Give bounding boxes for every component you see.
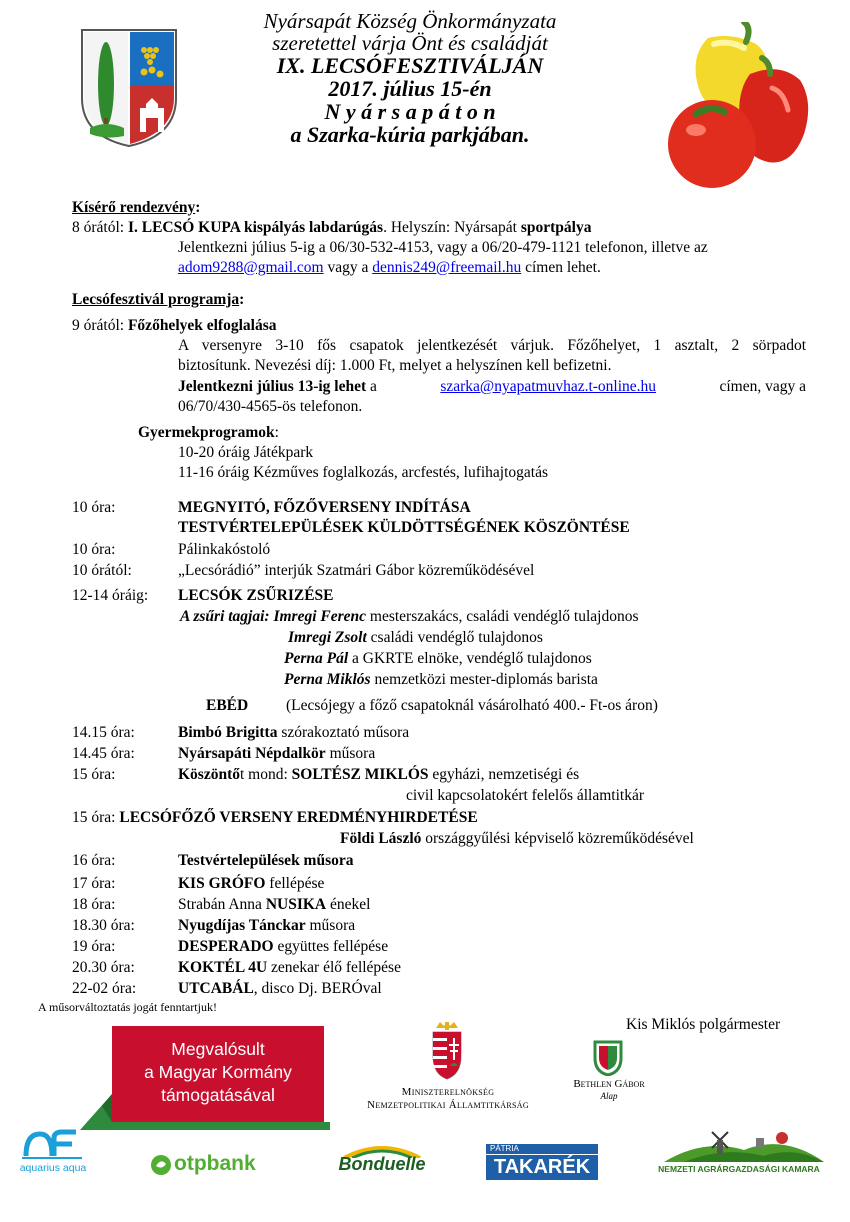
side-event-contacts: adom9288@gmail.com vagy a dennis249@freemail.hu címen lehet.: [178, 259, 601, 276]
schedule-text: KIS GRÓFO fellépése: [178, 875, 325, 892]
otp-leaf-icon: [150, 1154, 172, 1176]
results-row: 15 óra: LECSÓFŐZŐ VERSENY EREDMÉNYHIRDETÉSE: [72, 809, 478, 826]
schedule-time: 18 óra:: [72, 896, 116, 913]
schedule-text: Köszöntőt mond: SOLTÉSZ MIKLÓS egyházi, nemzetiségi és: [178, 766, 580, 783]
schedule-time: 20.30 óra:: [72, 959, 135, 976]
schedule-text: KOKTÉL 4U zenekar élő fellépése: [178, 959, 401, 976]
banner-line: Megvalósult: [171, 1039, 265, 1059]
schedule-text: civil kapcsolatokért felelős államtitkár: [406, 787, 645, 804]
coat-of-arms-emblem: [80, 28, 178, 148]
jury-title: LECSÓK ZSŰRIZÉSE: [178, 587, 334, 604]
schedule-text: „Lecsórádió” interjúk Szatmári Gábor közreműködésével: [178, 562, 535, 579]
side-event-row: 8 órától: I. LECSÓ KUPA kispályás labdarúgás. Helyszín: Nyársapát sportpálya: [72, 219, 592, 236]
schedule-time: 16 óra:: [72, 852, 116, 869]
email-link-adom[interactable]: adom9288@gmail.com: [178, 259, 324, 276]
header-organizer: Nyársapát Község Önkormányzata: [263, 9, 557, 33]
bethlen-gabor-text: Bethlen Gábor Alap: [573, 1078, 645, 1101]
hungarian-coat-of-arms-icon: [430, 1022, 464, 1080]
disclaimer: A műsorváltoztatás jogát fenntartjuk!: [38, 1000, 217, 1014]
schedule-time: 10 órától:: [72, 562, 132, 579]
schedule-text: Bimbó Brigitta szórakoztató műsora: [178, 724, 410, 741]
cooking-rules-1: A versenyre 3-10 fős csapatok jelentkezését várjuk. Főzőhelyet, 1 asztalt, 2 sörpadot: [178, 337, 806, 354]
schedule-time: 18.30 óra:: [72, 917, 135, 934]
cooking-phone: 06/70/430-4565-ös telefonon.: [178, 398, 363, 415]
kids-item: 11-16 óráig Kézműves foglalkozás, arcfestés, lufihajtogatás: [178, 464, 549, 481]
schedule-text: UTCABÁL, disco Dj. BERÓval: [178, 980, 382, 997]
opening-title: MEGNYITÓ, FŐZŐVERSENY INDÍTÁSA: [178, 499, 471, 516]
cooking-rules-2: biztosítunk. Nevezési díj: 1.000 Ft, melyet a helyszínen kell befizetni.: [178, 357, 612, 374]
patria-takarek-logo: PÁTRIA TAKARÉK: [486, 1144, 598, 1180]
header-place: N y á r s a p á t o n: [324, 99, 496, 124]
mayor-signature: Kis Miklós polgármester: [626, 1016, 781, 1033]
kids-item: 10-20 óráig Játékpark: [178, 444, 314, 461]
schedule-text: Nyársapáti Népdalkör műsora: [178, 745, 376, 762]
side-event-heading: Kísérő rendezvény:: [72, 199, 201, 216]
lunch-text: (Lecsójegy a főző csapatoknál vásárolható 400.- Ft-os áron): [286, 697, 658, 714]
schedule-time: 15 óra:: [72, 766, 116, 783]
schedule-text: DESPERADO együttes fellépése: [178, 938, 389, 955]
schedule-time: 14.45 óra:: [72, 745, 135, 762]
schedule-time: 10 óra:: [72, 499, 116, 516]
bethlen-gabor-emblem-icon: [593, 1040, 623, 1076]
schedule-text: Nyugdíjas Tánckar műsora: [178, 917, 356, 934]
lunch-title: EBÉD: [206, 697, 249, 714]
kids-heading: Gyermekprogramok:: [138, 424, 279, 441]
schedule-time: 14.15 óra:: [72, 724, 135, 741]
schedule-time: 19 óra:: [72, 938, 116, 955]
schedule-time: 22-02 óra:: [72, 980, 137, 997]
banner-green-stripe: [80, 1054, 330, 1130]
email-link-szarka[interactable]: szarka@nyapatmuvhaz.t-online.hu: [440, 378, 657, 395]
nak-logo: NEMZETI AGRÁRGAZDASÁGI KAMARA: [644, 1124, 834, 1176]
aquarius-wave-icon: [22, 1128, 82, 1160]
jury-member: Perna Miklós nemzetközi mester-diplomás barista: [284, 671, 598, 688]
opening-title: TESTVÉRTELEPÜLÉSEK KÜLDÖTTSÉGÉNEK KÖSZÖNTÉSE: [178, 519, 630, 536]
aquarius-aqua-logo: aquarius aqua: [16, 1128, 90, 1178]
jury-member: Perna Pál a GKRTE elnöke, vendéglő tulajdonos: [284, 650, 592, 667]
schedule-text: Testvértelepülések műsora: [178, 852, 354, 869]
header-invitation: szeretettel várja Önt és családját: [272, 31, 548, 55]
schedule-time: 10 óra:: [72, 541, 116, 558]
program-row-9: 9 órától: Főzőhelyek elfoglalása: [72, 317, 277, 334]
peppers-tomato-image: [652, 22, 812, 190]
side-event-signup: Jelentkezni július 5-ig a 06/30-532-4153, vagy a 06/20-479-1121 telefonon, illetve az: [178, 239, 708, 256]
header-festival-title: IX. LECSÓFESZTIVÁLJÁN: [276, 53, 544, 78]
bonduelle-logo: Bonduelle: [332, 1144, 432, 1180]
schedule-time: 17 óra:: [72, 875, 116, 892]
banner-line: a Magyar Kormány: [144, 1062, 292, 1082]
schedule-text: Strabán Anna NUSIKA énekel: [178, 896, 371, 913]
results-host: Földi László országgyűlési képviselő közreműködésével: [340, 830, 694, 847]
schedule-time: 12-14 óráig:: [72, 587, 149, 604]
program-heading: Lecsófesztivál programja:: [72, 291, 245, 308]
jury-member: A zsűri tagjai: Imregi Ferenc mesterszakács, családi vendéglő tulajdonos: [180, 608, 639, 625]
windmill-hills-icon: [664, 1124, 824, 1162]
banner-line: támogatásával: [161, 1085, 275, 1105]
jury-member: Imregi Zsolt családi vendéglő tulajdonos: [288, 629, 543, 646]
cooking-signup: Jelentkezni július 13-ig lehet a szarka@nyapatmuvhaz.t-online.hu címen, vagy a: [178, 378, 806, 395]
ministry-text: Miniszterelnökség Nemzetpolitikai Államtitkárság: [367, 1086, 529, 1111]
header-venue: a Szarka-kúria parkjában.: [290, 122, 530, 147]
header-date: 2017. július 15-én: [328, 76, 492, 101]
schedule-text: Pálinkakóstoló: [178, 541, 271, 558]
email-link-dennis[interactable]: dennis249@freemail.hu: [372, 259, 522, 276]
